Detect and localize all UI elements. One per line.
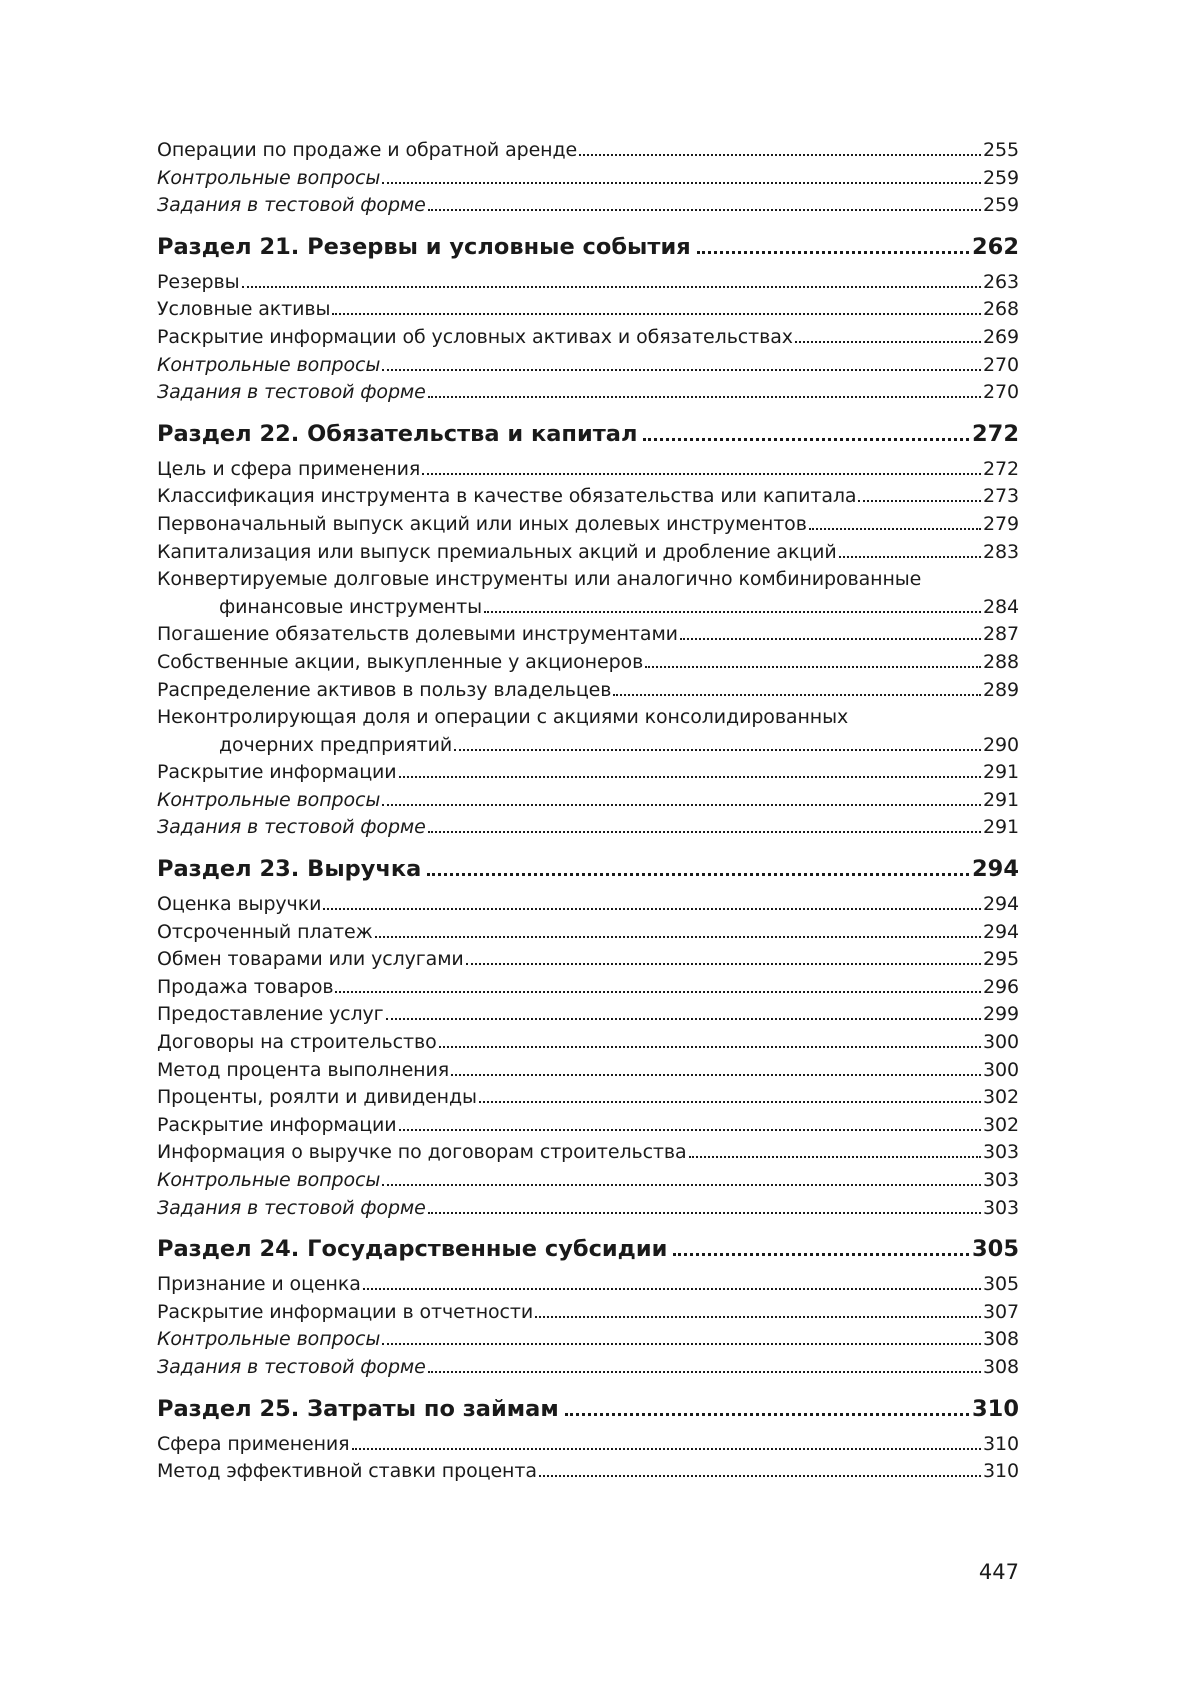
- dot-leader: [323, 907, 981, 910]
- toc-section-heading[interactable]: [157, 854, 1019, 884]
- toc-entry-title: Продажа товаров: [157, 975, 334, 998]
- dot-leader: [335, 990, 981, 993]
- toc-entry[interactable]: [157, 759, 1019, 787]
- toc-entry-title: Конвертируемые долговые инструменты или аналогично комбинированные: [157, 568, 922, 591]
- toc-entry[interactable]: [157, 192, 1019, 220]
- toc-entry[interactable]: [157, 814, 1019, 842]
- toc-entry-title: Признание и оценка: [157, 1273, 361, 1296]
- toc-intro-items: [157, 137, 1019, 220]
- toc-entry[interactable]: [157, 704, 1019, 759]
- toc-entry[interactable]: [157, 539, 1019, 567]
- toc-entry-title: Резервы: [157, 270, 240, 293]
- toc-entry-page: 294: [983, 893, 1019, 916]
- toc-entry[interactable]: [157, 352, 1019, 380]
- toc-entry-page: 305: [983, 1273, 1019, 1296]
- dot-leader: [466, 962, 981, 965]
- toc-entry-page: 291: [983, 788, 1019, 811]
- toc-entry[interactable]: [157, 919, 1019, 947]
- toc-section-page: 294: [972, 856, 1019, 883]
- toc-entry-title: Договоры на строительство: [157, 1031, 437, 1054]
- dot-leader: [613, 693, 981, 696]
- toc-entry-title: Распределение активов в пользу владельцев: [157, 678, 612, 701]
- toc-entry-page: 259: [983, 166, 1019, 189]
- toc-entry[interactable]: [157, 165, 1019, 193]
- toc-entry-page: 302: [983, 1086, 1019, 1109]
- toc-entry-page: 268: [983, 298, 1019, 321]
- dot-leader: [386, 1017, 981, 1020]
- toc-entry-title: Контрольные вопросы: [157, 1169, 381, 1191]
- toc-entry-page: 269: [983, 325, 1019, 348]
- toc-entry-title: Раскрытие информации: [157, 761, 397, 784]
- toc-entry-title: Погашение обязательств долевыми инструментами: [157, 623, 678, 646]
- toc-entry-title: Задания в тестовой форме: [157, 1196, 426, 1219]
- toc-entry-title: Классификация инструмента в качестве обязательства или капитала: [157, 485, 857, 508]
- toc-entry[interactable]: [157, 1112, 1019, 1140]
- toc-entry-page: 287: [983, 623, 1019, 646]
- dot-leader: [479, 1100, 981, 1103]
- toc-entry[interactable]: [157, 566, 1019, 621]
- toc-entry-page: 300: [983, 1031, 1019, 1054]
- toc-entry-page: 303: [983, 1169, 1019, 1191]
- toc-entry-page: 289: [983, 678, 1019, 701]
- dot-leader: [643, 437, 969, 441]
- dot-leader: [535, 1315, 981, 1318]
- toc-section: [157, 854, 1019, 1222]
- toc-entry-page: 303: [983, 1196, 1019, 1219]
- toc-entry-title: Проценты, роялти и дивиденды: [157, 1086, 477, 1109]
- dot-leader: [454, 748, 981, 751]
- dot-leader: [451, 1073, 981, 1076]
- toc-entry-continuation: финансовые инструменты: [219, 595, 482, 618]
- toc-section: [157, 1394, 1019, 1486]
- toc-entry[interactable]: [157, 1431, 1019, 1459]
- toc-entry-title: Раскрытие информации об условных активах и обязательствах: [157, 325, 793, 348]
- toc-entry-title: Сфера применения: [157, 1432, 350, 1455]
- toc-entry-page: 307: [983, 1300, 1019, 1323]
- toc-entry-page: 308: [983, 1355, 1019, 1378]
- toc-entry[interactable]: [157, 1001, 1019, 1029]
- toc-entry-page: 303: [983, 1141, 1019, 1164]
- dot-leader: [858, 499, 981, 502]
- toc-entry[interactable]: [157, 1299, 1019, 1327]
- toc-entry[interactable]: [157, 1084, 1019, 1112]
- dot-leader: [565, 1412, 969, 1416]
- dot-leader: [352, 1447, 982, 1450]
- toc-entry[interactable]: [157, 1458, 1019, 1486]
- toc-entry-title: Задания в тестовой форме: [157, 194, 426, 217]
- toc-entry-title: Операции по продаже и обратной аренде: [157, 139, 578, 161]
- toc-entry-page: 290: [983, 733, 1019, 756]
- toc-entry-page: 291: [983, 761, 1019, 784]
- toc-entry-title: Капитализация или выпуск премиальных акций и дробление акций: [157, 540, 837, 563]
- toc-entry-page: 310: [983, 1432, 1019, 1455]
- toc-entry-page: 291: [983, 816, 1019, 839]
- toc-entry[interactable]: [157, 456, 1019, 484]
- dot-leader: [680, 637, 981, 640]
- toc-entry-page: 270: [983, 353, 1019, 376]
- toc-entry-title: Первоначальный выпуск акций или иных долевых инструментов: [157, 512, 807, 535]
- dot-leader: [363, 1287, 981, 1290]
- toc-entry-title: Собственные акции, выкупленные у акционеров: [157, 650, 644, 673]
- toc-entry-page: 273: [983, 485, 1019, 508]
- toc-entry-title: Предоставление услуг: [157, 1003, 384, 1026]
- dot-leader: [399, 775, 981, 778]
- dot-leader: [242, 285, 982, 288]
- dot-leader: [689, 1155, 981, 1158]
- toc-section-title: Раздел 24. Государственные субсидии: [157, 1236, 668, 1263]
- toc-section-heading[interactable]: [157, 1394, 1019, 1424]
- toc-section-title: Раздел 23. Выручка: [157, 856, 422, 883]
- toc-entry-title: Раскрытие информации: [157, 1113, 397, 1136]
- dot-leader: [697, 250, 969, 254]
- toc-section-heading[interactable]: [157, 419, 1019, 449]
- toc-entry-page: 299: [983, 1003, 1019, 1026]
- toc-entry-page: 270: [983, 381, 1019, 404]
- dot-leader: [382, 1183, 981, 1186]
- dot-leader: [428, 1370, 981, 1373]
- toc-entry-title: Контрольные вопросы: [157, 1328, 381, 1351]
- toc-entry-page: 279: [983, 512, 1019, 535]
- dot-leader: [382, 368, 981, 371]
- toc-section-title: Раздел 25. Затраты по займам: [157, 1395, 559, 1422]
- toc-entry-page: 296: [983, 975, 1019, 998]
- toc-entry[interactable]: [157, 137, 1019, 165]
- toc-entry-title: Контрольные вопросы: [157, 166, 381, 189]
- dot-leader: [375, 935, 981, 938]
- toc-section-heading[interactable]: [157, 232, 1019, 262]
- toc-entry-title: Цель и сфера применения: [157, 457, 421, 480]
- toc-entry-page: 310: [983, 1460, 1019, 1483]
- dot-leader: [332, 312, 981, 315]
- toc-entry[interactable]: [157, 483, 1019, 511]
- toc-entry-title: Контрольные вопросы: [157, 788, 381, 811]
- dot-leader: [427, 872, 969, 876]
- toc-entry-continuation-line: [157, 732, 1019, 760]
- toc-entry-title: Задания в тестовой форме: [157, 1355, 426, 1378]
- toc-entry-title: Информация о выручке по договорам строительства: [157, 1141, 687, 1164]
- toc-entry-page: 284: [983, 595, 1019, 618]
- toc-section: [157, 419, 1019, 842]
- page-number: 447: [978, 1560, 1019, 1584]
- dot-leader: [484, 610, 981, 613]
- toc-entry-page: 302: [983, 1113, 1019, 1136]
- toc-entry[interactable]: [157, 946, 1019, 974]
- toc-section-page: 272: [972, 420, 1019, 447]
- table-of-contents: [157, 137, 1019, 1486]
- dot-leader: [839, 555, 981, 558]
- toc-section-page: 310: [972, 1395, 1019, 1422]
- dot-leader: [579, 153, 981, 156]
- toc-entry-page: 288: [983, 650, 1019, 673]
- dot-leader: [382, 181, 981, 184]
- toc-section-title: Раздел 21. Резервы и условные события: [157, 233, 691, 260]
- dot-leader: [428, 208, 981, 211]
- dot-leader: [428, 1211, 981, 1214]
- toc-entry-title: Контрольные вопросы: [157, 353, 381, 376]
- toc-entry-page: 295: [983, 948, 1019, 971]
- toc-entry[interactable]: [157, 787, 1019, 815]
- dot-leader: [645, 665, 981, 668]
- toc-entry-page: 308: [983, 1328, 1019, 1351]
- toc-sections: [157, 232, 1019, 1486]
- toc-entry[interactable]: [157, 1139, 1019, 1167]
- toc-section: [157, 232, 1019, 407]
- toc-entry-title: Метод эффективной ставки процента: [157, 1460, 537, 1483]
- toc-entry-page: 259: [983, 194, 1019, 217]
- toc-section-page: 305: [972, 1236, 1019, 1263]
- toc-entry[interactable]: [157, 296, 1019, 324]
- toc-entry-title: Задания в тестовой форме: [157, 816, 426, 839]
- toc-entry[interactable]: [157, 1326, 1019, 1354]
- toc-entry[interactable]: [157, 324, 1019, 352]
- toc-section: [157, 1234, 1019, 1381]
- toc-entry-continuation: дочерних предприятий: [219, 733, 453, 756]
- toc-entry[interactable]: [157, 1354, 1019, 1382]
- toc-entry[interactable]: [157, 1167, 1019, 1195]
- toc-entry-title: Оценка выручки: [157, 893, 322, 916]
- dot-leader: [539, 1474, 981, 1477]
- dot-leader: [428, 395, 981, 398]
- dot-leader: [382, 803, 981, 806]
- toc-entry-title: Условные активы: [157, 298, 331, 321]
- toc-entry-page: 272: [983, 457, 1019, 480]
- dot-leader: [428, 830, 981, 833]
- toc-entry[interactable]: [157, 1057, 1019, 1085]
- toc-entry-title: Неконтролирующая доля и операции с акциями консолидированных: [157, 706, 849, 729]
- toc-entry[interactable]: [157, 511, 1019, 539]
- toc-entry-continuation-line: [157, 594, 1019, 622]
- toc-entry-page: 283: [983, 540, 1019, 563]
- toc-entry-page: 263: [983, 270, 1019, 293]
- toc-entry[interactable]: [157, 974, 1019, 1002]
- toc-entry[interactable]: [157, 649, 1019, 677]
- dot-leader: [382, 1342, 981, 1345]
- toc-entry-title: Раскрытие информации в отчетности: [157, 1300, 534, 1323]
- dot-leader: [795, 340, 981, 343]
- dot-leader: [399, 1128, 981, 1131]
- toc-entry[interactable]: [157, 677, 1019, 705]
- toc-section-page: 262: [972, 233, 1019, 260]
- toc-entry-page: 255: [983, 139, 1019, 161]
- toc-entry-page: 300: [983, 1058, 1019, 1081]
- toc-entry-title: Задания в тестовой форме: [157, 381, 426, 404]
- toc-entry[interactable]: [157, 891, 1019, 919]
- toc-entry[interactable]: [157, 1029, 1019, 1057]
- toc-entry[interactable]: [157, 269, 1019, 297]
- toc-entry-title: Обмен товарами или услугами: [157, 948, 464, 971]
- toc-entry-page: 294: [983, 920, 1019, 943]
- toc-entry[interactable]: [157, 1195, 1019, 1223]
- toc-entry-title: Метод процента выполнения: [157, 1058, 450, 1081]
- dot-leader: [439, 1045, 981, 1048]
- toc-section-title: Раздел 22. Обязательства и капитал: [157, 420, 638, 447]
- toc-entry-title: Отсроченный платеж: [157, 920, 373, 943]
- toc-section-heading[interactable]: [157, 1234, 1019, 1264]
- dot-leader: [422, 472, 981, 475]
- dot-leader: [809, 527, 981, 530]
- toc-entry[interactable]: [157, 1271, 1019, 1299]
- toc-entry[interactable]: [157, 621, 1019, 649]
- toc-entry[interactable]: [157, 379, 1019, 407]
- dot-leader: [673, 1252, 969, 1256]
